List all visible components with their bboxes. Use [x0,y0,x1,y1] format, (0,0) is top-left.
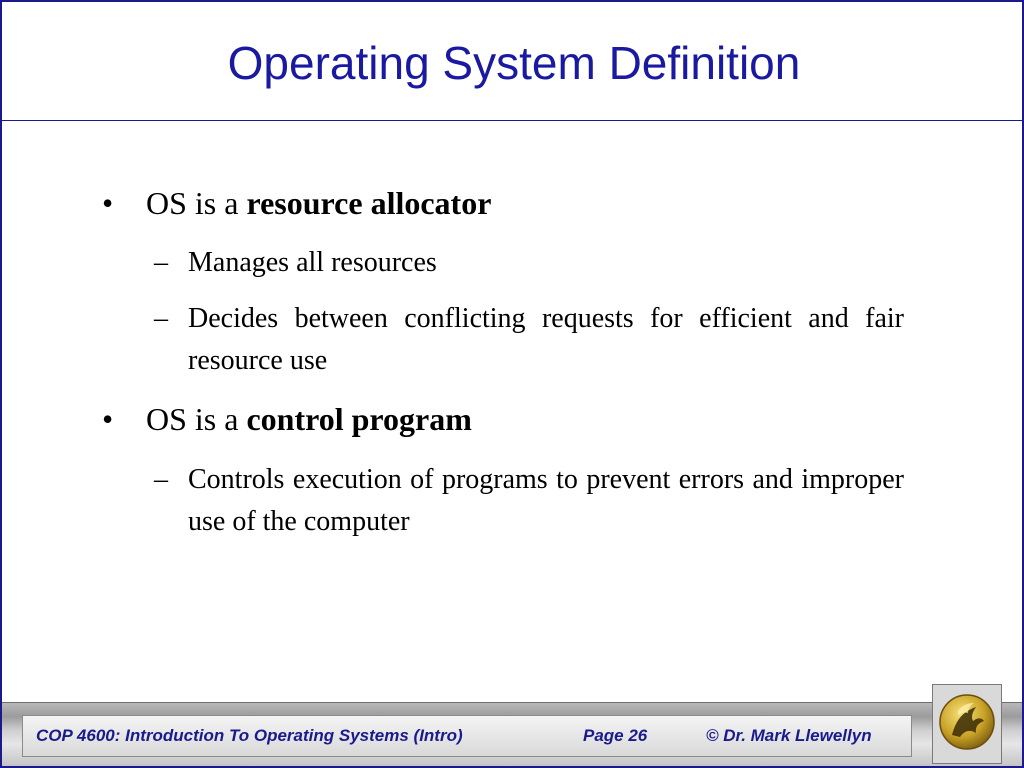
sub-bullet-text: Controls execution of programs to prevent errors and improper use of the computer [188,463,904,537]
bullet-text: OS is a control program [146,401,472,438]
footer-page-number: Page 26 [583,726,648,745]
sub-bullet-glyph: – [154,247,168,279]
bullet-bold-term: control program [246,401,472,438]
sub-bullet-glyph: – [154,303,168,335]
sub-bullet-item [98,459,904,543]
bullet-item [98,184,904,222]
bullet-text: OS is a resource allocator [146,185,492,221]
sub-bullet-item [98,242,904,284]
pegasus-logo-icon [938,691,996,758]
sub-bullet-text: Decides between conflicting requests for efficient and fair resource use [188,303,904,377]
sub-bullet-glyph: – [154,463,168,495]
bullet-bold-term: resource allocator [246,185,492,221]
title-divider [2,120,1024,121]
sub-bullet-item [98,298,904,382]
slide-title: Operating System Definition [227,37,801,89]
bullet-glyph: • [102,185,114,221]
bullet-glyph: • [102,401,114,438]
sub-bullet-text: Manages all resources [188,247,437,279]
bullet-item [98,400,904,438]
footer [22,715,912,757]
footer-course-title: COP 4600: Introduction To Operating Systems (Intro) [36,726,463,745]
footer-copyright: © Dr. Mark Llewellyn [706,726,872,745]
logo-frame [932,684,1002,764]
slide-content [98,184,904,557]
